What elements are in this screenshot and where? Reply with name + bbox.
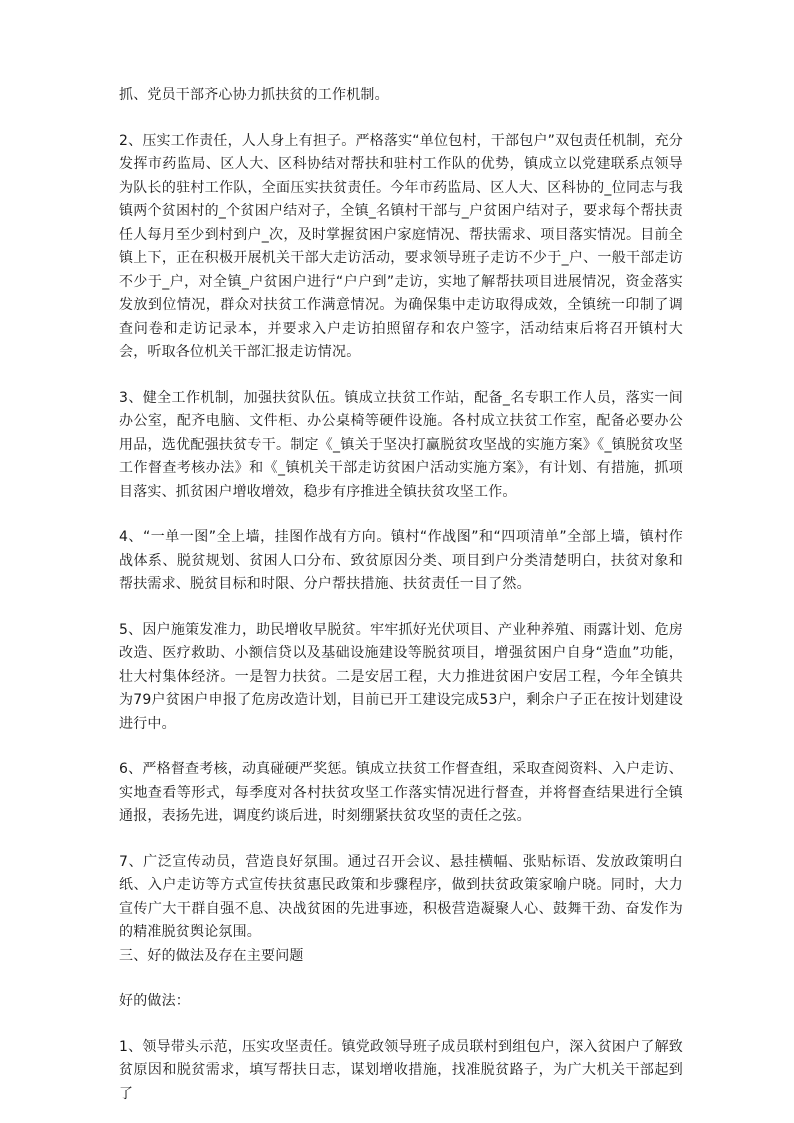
section-heading: 三、好的做法及存在主要问题 (119, 947, 304, 964)
paragraph-item-2: 2、压实工作责任，人人身上有担子。严格落实“单位包村，干部包户”双包责任机制，充分发挥市药监局、区人大、区科协结对帮扶和驻村工作队的优势，镇成立以党建联系点领导为队长的驻村工作队，全面压实扶贫责任。今年市药监局、区人大、区科协的_位同志与我镇两个贫困村的_个贫困户结对子，全镇_名镇村干部与_户贫困户结对子，要求每个帮扶责任人每月至少到村到户_次，及时掌握贫困户家庭情况、帮扶需求、项目落实情况。目前全镇上下，正在积极开展机关干部大走访活动，要求领导班子走访不少于_户、一般干部走访不少于_户，对全镇_户贫困户进行“户户到”走访，实地了解帮扶项目进展情况，资金落实发放到位情况，群众对扶贫工作满意情况。为确保集中走访取得成效，全镇统一印制了调查问卷和走访记录本，并要求入户走访拍照留存和农户签字，活动结束后将召开镇村大会，听取各位机关干部汇报走访情况。 (119, 132, 683, 360)
paragraph-item-5: 5、因户施策发准力，助民增收早脱贫。牢牢抓好光伏项目、产业种养殖、雨露计划、危房改造、医疗救助、小额信贷以及基础设施建设等脱贫项目，增强贫困户自身“造血”功能，壮大村集体经济。一是智力扶贫。二是安居工程，大力推进贫困户安居工程，今年全镇共为79户贫困户申报了危房改造计划，目前已开工建设完成53户，剩余户子正在按计划建设进行中。 (119, 621, 683, 732)
paragraph-item-7: 7、广泛宣传动员，营造良好氛围。通过召开会议、悬挂横幅、张贴标语、发放政策明白纸、入户走访等方式宣传扶贫惠民政策和步骤程序，做到扶贫政策家喻户晓。同时，大力宣传广大干群自强不息、决战贫困的先进事迹，积极营造凝聚人心、鼓舞干劲、奋发作为的精准脱贫舆论氛围。 (119, 853, 683, 940)
paragraph-item-3: 3、健全工作机制，加强扶贫队伍。镇成立扶贫工作站，配备_名专职工作人员，落实一间办公室，配齐电脑、文件柜、办公桌椅等硬件设施。各村成立扶贫工作室，配备必要办公用品，选优配强扶贫专干。制定《_镇关于坚决打赢脱贫攻坚战的实施方案》《_镇脱贫攻坚工作督查考核办法》和《_镇机关干部走访贫困户活动实施方案》，有计划、有措施，抓项目落实、抓贫困户增收增效，稳步有序推进全镇扶贫攻坚工作。 (119, 389, 683, 500)
document-body (119, 84, 683, 1106)
paragraph-good-practice-1: 1、领导带头示范，压实攻坚责任。镇党政领导班子成员联村到组包户，深入贫困户了解致贫原因和脱贫需求，填写帮扶日志，谋划增收措施，找准脱贫路子，为广大机关干部起到了 (119, 1038, 683, 1102)
paragraph-continuation: 抓、党员干部齐心协力抓扶贫的工作机制。 (119, 87, 389, 103)
paragraph-item-6: 6、严格督查考核，动真碰硬严奖惩。镇成立扶贫工作督查组，采取查阅资料、入户走访、实地查看等形式，每季度对各村扶贫攻坚工作落实情况进行督查，并将督查结果进行全镇通报，表扬先进，调度约谈后进，时刻绷紧扶贫攻坚的责任之弦。 (119, 761, 683, 824)
subheading-good-practices: 好的做法： (119, 993, 190, 1009)
paragraph-item-4: 4、“一单一图”全上墙，挂图作战有方向。镇村“作战图”和“四项清单”全部上墙，镇村作战体系、脱贫规划、贫困人口分布、致贫原因分类、项目到户分类清楚明白，扶贫对象和帮扶需求、脱贫目标和时限、分户帮扶措施、扶贫责任一目了然。 (119, 529, 683, 592)
